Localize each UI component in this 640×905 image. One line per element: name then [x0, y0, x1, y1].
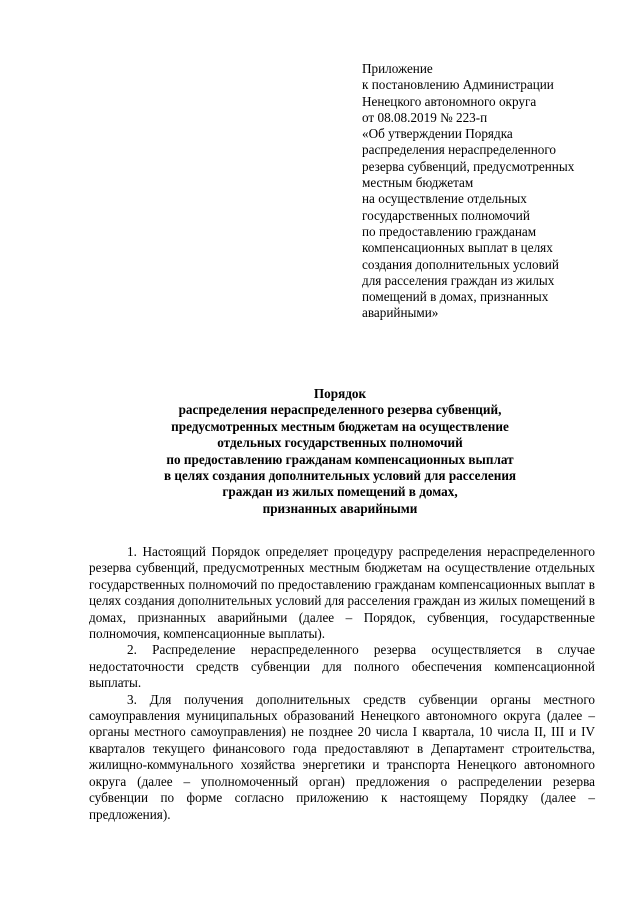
- title-line: Порядок: [313, 386, 367, 401]
- appendix-line: Ненецкого автономного округа: [362, 93, 537, 109]
- title-line: предусмотренных местным бюджетам на осуществление: [171, 418, 509, 434]
- appendix-line: для расселения граждан из жилых: [362, 272, 555, 288]
- appendix-line: Приложение: [362, 61, 433, 76]
- title-line: граждан из жилых помещений в домах,: [222, 484, 458, 500]
- title-line: в целях создания дополнительных условий для расселения: [163, 468, 517, 484]
- paragraph-3: 3. Для получения дополнительных средств субвенции органы местного самоуправления муниципальных образований Ненецкого автономного округа (далее – органы местного самоуправления) не позднее 20 числа I квартала, 10 числа II, III и IV кварталов текущего финансового года предоставляют в Департамент строительства, жилищно-коммунального хозяйства энергетики и транспорта Ненецкого автономного округа (далее – уполномоченный орган) предложения о распределении резерва субвенции по форме согласно приложению к настоящему Порядку (далее – предложения).: [89, 691, 595, 822]
- appendix-line: от 08.08.2019 № 223-п: [362, 109, 488, 125]
- appendix-line: государственных полномочий: [362, 207, 530, 223]
- title-line: по предоставлению гражданам компенсационных выплат: [166, 451, 514, 467]
- appendix-header: [362, 61, 622, 322]
- appendix-line: по предоставлению гражданам: [362, 223, 537, 239]
- paragraph-1: 1. Настоящий Порядок определяет процедуру распределения нераспределенного резерва субвенций, предусмотренных местным бюджетам на осуществление отдельных государственных полномочий по предоставлению гражданам компенсационных выплат в целях создания дополнительных условий для расселения граждан из жилых помещений в домах, признанных аварийными (далее – Порядок, субвенция, государственные полномочия, компенсационные выплаты).: [89, 544, 595, 642]
- paragraph-2: 2. Распределение нераспределенного резерва осуществляется в случае недостаточности средств субвенции для полного обеспечения компенсационной выплаты.: [89, 642, 595, 691]
- appendix-line: распределения нераспределенного: [362, 142, 557, 158]
- appendix-line: помещений в домах, признанных: [362, 289, 549, 305]
- appendix-line: компенсационных выплат в целях: [362, 240, 553, 256]
- appendix-line: «Об утверждении Порядка: [362, 126, 513, 142]
- title-line: признанных аварийными: [262, 500, 418, 516]
- appendix-line: резерва субвенций, предусмотренных: [362, 158, 575, 174]
- title-line: распределения нераспределенного резерва субвенций,: [178, 402, 502, 418]
- appendix-line: к постановлению Администрации: [362, 77, 554, 93]
- appendix-line: аварийными»: [362, 305, 439, 321]
- title-line: отдельных государственных полномочий: [217, 435, 463, 451]
- document-body: [89, 544, 595, 823]
- appendix-line: на осуществление отдельных: [362, 191, 527, 207]
- appendix-line: создания дополнительных условий: [362, 256, 559, 272]
- appendix-line: местным бюджетам: [362, 175, 474, 191]
- document-title: [90, 386, 590, 517]
